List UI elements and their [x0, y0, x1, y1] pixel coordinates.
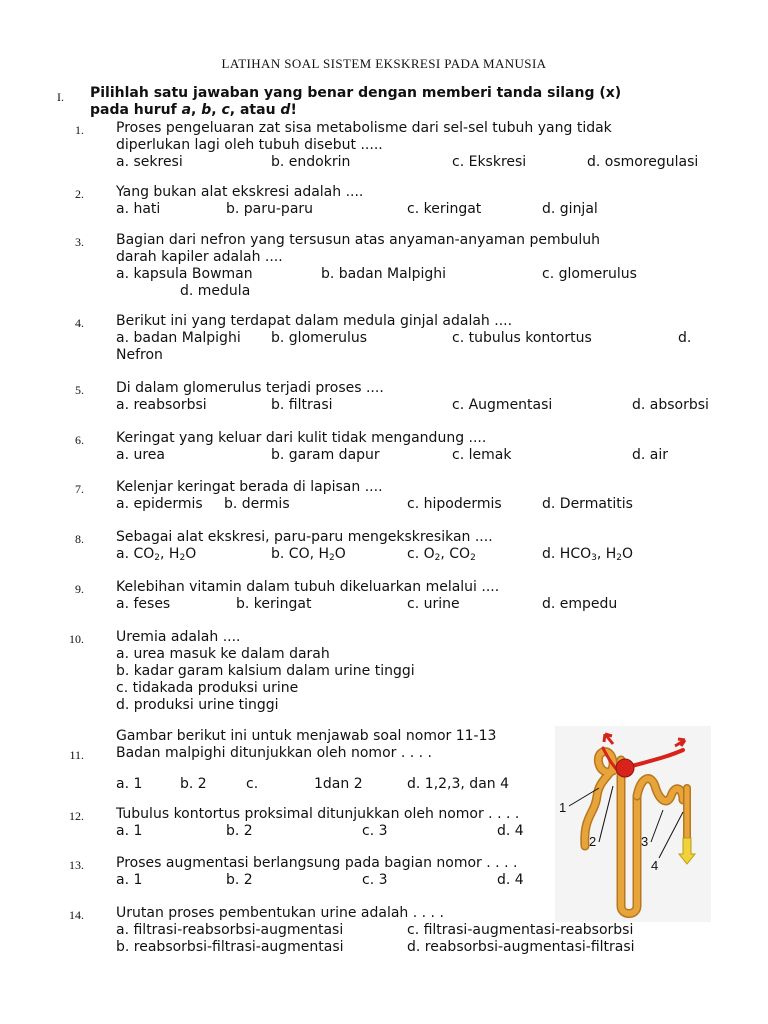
option-a[interactable]: a. epidermis	[116, 496, 203, 512]
question-number: 3.	[75, 235, 84, 249]
red-arrow-icon	[604, 734, 613, 744]
subscript: 2	[434, 553, 441, 563]
options	[116, 496, 740, 513]
atau-text: , atau	[229, 102, 281, 118]
comma-2: ,	[211, 102, 222, 118]
question-number: 8.	[75, 532, 84, 546]
formula-part: , H	[596, 546, 617, 562]
figure-label-1: 1	[559, 800, 567, 815]
question-8	[75, 529, 740, 563]
option-b[interactable]: b. dermis	[224, 496, 290, 512]
question-number: 6.	[75, 433, 84, 447]
option-d[interactable]: d. Dermatitis	[542, 496, 633, 512]
exclamation: !	[290, 102, 297, 118]
option-b[interactable]: b. 2	[180, 776, 207, 792]
question-text: Proses augmentasi berlangsung pada bagian nomor . . . .	[116, 855, 518, 871]
formula-part: O	[185, 546, 197, 562]
options-row-2	[116, 939, 740, 956]
question-text: Bagian dari nefron yang tersusun atas anyaman-anyaman pembuluh	[116, 232, 601, 248]
question-text: Yang bukan alat ekskresi adalah ....	[116, 184, 364, 200]
option-d[interactable]: d.	[678, 330, 692, 346]
option-b[interactable]: b. kadar garam kalsium dalam urine tinggi	[116, 663, 415, 679]
options	[116, 154, 740, 171]
section-number: I.	[57, 90, 64, 104]
option-b[interactable]: b. reabsorbsi-filtrasi-augmentasi	[116, 939, 344, 955]
option-a[interactable]: a. hati	[116, 201, 161, 217]
option-c[interactable]: c. Augmentasi	[452, 397, 553, 413]
question-text: Proses pengeluaran zat sisa metabolisme dari sel-sel tubuh yang tidak	[116, 120, 612, 136]
option-d[interactable]: d. produksi urine tinggi	[116, 697, 279, 713]
option-b[interactable]: b. paru-paru	[226, 201, 314, 217]
formula-part: , CO	[440, 546, 471, 562]
option-d[interactable]: d. 4	[497, 872, 524, 888]
question-6	[75, 430, 740, 464]
question-number: 4.	[75, 316, 84, 330]
option-a[interactable]: a. filtrasi-reabsorbsi-augmentasi	[116, 922, 344, 938]
question-text: Kelenjar keringat berada di lapisan ....	[116, 479, 383, 495]
question-text: Tubulus kontortus proksimal ditunjukkan oleh nomor . . . .	[116, 806, 520, 822]
comma-1: ,	[191, 102, 202, 118]
question-9	[75, 579, 740, 613]
figure-intro-text: Gambar berikut ini untuk menjawab soal nomor 11-13	[116, 728, 497, 744]
question-text-line-2: diperlukan lagi oleh tubuh disebut .....	[116, 137, 383, 153]
options-row-2	[116, 283, 740, 300]
section-instruction	[90, 85, 730, 119]
options	[116, 596, 740, 613]
option-d[interactable]: d. medula	[180, 283, 251, 299]
formula-part: , H	[160, 546, 180, 562]
option-a[interactable]: a. 1	[116, 823, 143, 839]
option-d[interactable]	[542, 546, 633, 563]
letter-d: d	[280, 102, 291, 118]
nephron-illustration	[555, 726, 711, 922]
question-number: 1.	[75, 123, 84, 137]
option-b[interactable]: b. badan Malpighi	[321, 266, 447, 282]
option-a[interactable]: a. 1	[116, 872, 143, 888]
option-d-text: Nefron	[116, 347, 163, 363]
option-c[interactable]: c. urine	[407, 596, 460, 612]
letter-b: b	[201, 102, 212, 118]
question-number: 10.	[69, 632, 84, 646]
subscript: 2	[154, 553, 161, 563]
option-c[interactable]: c. tubulus kontortus	[452, 330, 592, 346]
option-a[interactable]: a. feses	[116, 596, 171, 612]
options	[116, 447, 740, 464]
option-c[interactable]: c. lemak	[452, 447, 512, 463]
option-c[interactable]: c.	[246, 776, 259, 792]
question-number: 5.	[75, 383, 84, 397]
question-text: Kelebihan vitamin dalam tubuh dikeluarkan melalui ....	[116, 579, 500, 595]
options	[116, 546, 740, 563]
option-a[interactable]: a. badan Malpighi	[116, 330, 241, 346]
question-text-line-2: darah kapiler adalah ....	[116, 249, 283, 265]
options	[116, 922, 740, 939]
option-c[interactable]: c. Ekskresi	[452, 154, 527, 170]
question-number: 14.	[69, 908, 84, 922]
question-text: Berikut ini yang terdapat dalam medula ginjal adalah ....	[116, 313, 513, 329]
option-b[interactable]: b. glomerulus	[271, 330, 368, 346]
question-text: Urutan proses pembentukan urine adalah . . . .	[116, 905, 444, 921]
option-b[interactable]	[271, 546, 346, 563]
option-d[interactable]: d. 4	[497, 823, 524, 839]
figure-label-4: 4	[651, 858, 659, 873]
option-d[interactable]: d. absorbsi	[632, 397, 709, 413]
option-c[interactable]: c. hipodermis	[407, 496, 502, 512]
option-d[interactable]: d. empedu	[542, 596, 618, 612]
question-number: 9.	[75, 582, 84, 596]
figure-label-2: 2	[589, 834, 597, 849]
options	[116, 201, 740, 218]
question-2	[75, 184, 740, 218]
red-arrow-icon-2	[675, 739, 685, 746]
options	[116, 330, 740, 347]
question-text: Keringat yang keluar dari kulit tidak mengandung ....	[116, 430, 487, 446]
option-b[interactable]: b. endokrin	[271, 154, 351, 170]
glomerulus	[616, 759, 634, 777]
option-c[interactable]: c. keringat	[407, 201, 482, 217]
option-b[interactable]: b. 2	[226, 823, 253, 839]
formula-part: c. O	[407, 546, 435, 562]
subscript: 2	[179, 553, 186, 563]
instruction-text: pada huruf	[90, 102, 182, 118]
option-c-text: 1dan 2	[314, 776, 363, 792]
question-text: Badan malpighi ditunjukkan oleh nomor . . . .	[116, 745, 432, 761]
option-a[interactable]: a. reabsorbsi	[116, 397, 207, 413]
letter-c: c	[221, 102, 230, 118]
question-number: 2.	[75, 187, 84, 201]
question-number: 12.	[69, 809, 84, 823]
subscript: 2	[329, 553, 335, 563]
option-a[interactable]	[116, 546, 196, 563]
formula-part: d. HCO	[542, 546, 592, 562]
tubule-path-inner	[585, 752, 621, 846]
question-text: Sebagai alat ekskresi, paru-paru mengekskresikan ....	[116, 529, 493, 545]
question-5	[75, 380, 740, 414]
option-c[interactable]: c. glomerulus	[542, 266, 637, 282]
option-c[interactable]: c. 3	[362, 872, 388, 888]
question-number: 13.	[69, 858, 84, 872]
option-d[interactable]: d. 1,2,3, dan 4	[407, 776, 510, 792]
option-d[interactable]: d. reabsorbsi-augmentasi-filtrasi	[407, 939, 635, 955]
question-10	[69, 629, 740, 714]
option-a[interactable]: a. kapsula Bowman	[116, 266, 253, 282]
page-title: LATIHAN SOAL SISTEM EKSKRESI PADA MANUSIA	[221, 56, 547, 71]
options	[116, 397, 740, 414]
option-d[interactable]: d. ginjal	[542, 201, 598, 217]
option-c[interactable]: c. tidakada produksi urine	[116, 680, 299, 696]
yellow-arrow-icon	[679, 838, 695, 864]
instruction-line-1: Pilihlah satu jawaban yang benar dengan memberi tanda silang (x)	[90, 85, 622, 101]
option-a[interactable]: a. sekresi	[116, 154, 183, 170]
question-number: 11.	[69, 748, 84, 762]
subscript: 2	[470, 553, 476, 563]
question-1	[75, 120, 740, 171]
subscript: 3	[591, 553, 597, 563]
option-a[interactable]: a. urea masuk ke dalam darah	[116, 646, 330, 662]
formula-part: b. CO, H	[271, 546, 330, 562]
option-c[interactable]: c. filtrasi-augmentasi-reabsorbsi	[407, 922, 634, 938]
question-text: Di dalam glomerulus terjadi proses ....	[116, 380, 384, 396]
question-3	[75, 232, 740, 300]
option-a[interactable]: a. 1	[116, 776, 143, 792]
figure-label-3: 3	[641, 834, 649, 849]
option-a[interactable]: a. urea	[116, 447, 165, 463]
option-b[interactable]: b. garam dapur	[271, 447, 380, 463]
question-4	[75, 313, 740, 364]
question-7	[75, 479, 740, 513]
option-b[interactable]: b. keringat	[236, 596, 312, 612]
options	[116, 266, 740, 283]
nephron-figure	[555, 726, 711, 922]
option-b[interactable]: b. filtrasi	[271, 397, 333, 413]
formula-part: a. CO	[116, 546, 155, 562]
option-d[interactable]: d. air	[632, 447, 669, 463]
formula-part: O	[334, 546, 346, 562]
question-text: Uremia adalah ....	[116, 629, 241, 645]
option-d[interactable]: d. osmoregulasi	[587, 154, 699, 170]
letter-a: a	[181, 102, 192, 118]
option-c[interactable]: c. 3	[362, 823, 388, 839]
option-b[interactable]: b. 2	[226, 872, 253, 888]
option-c[interactable]	[407, 546, 476, 563]
instruction-line-2	[90, 102, 730, 119]
formula-part: O	[622, 546, 634, 562]
question-number: 7.	[75, 482, 84, 496]
subscript: 2	[616, 553, 623, 563]
